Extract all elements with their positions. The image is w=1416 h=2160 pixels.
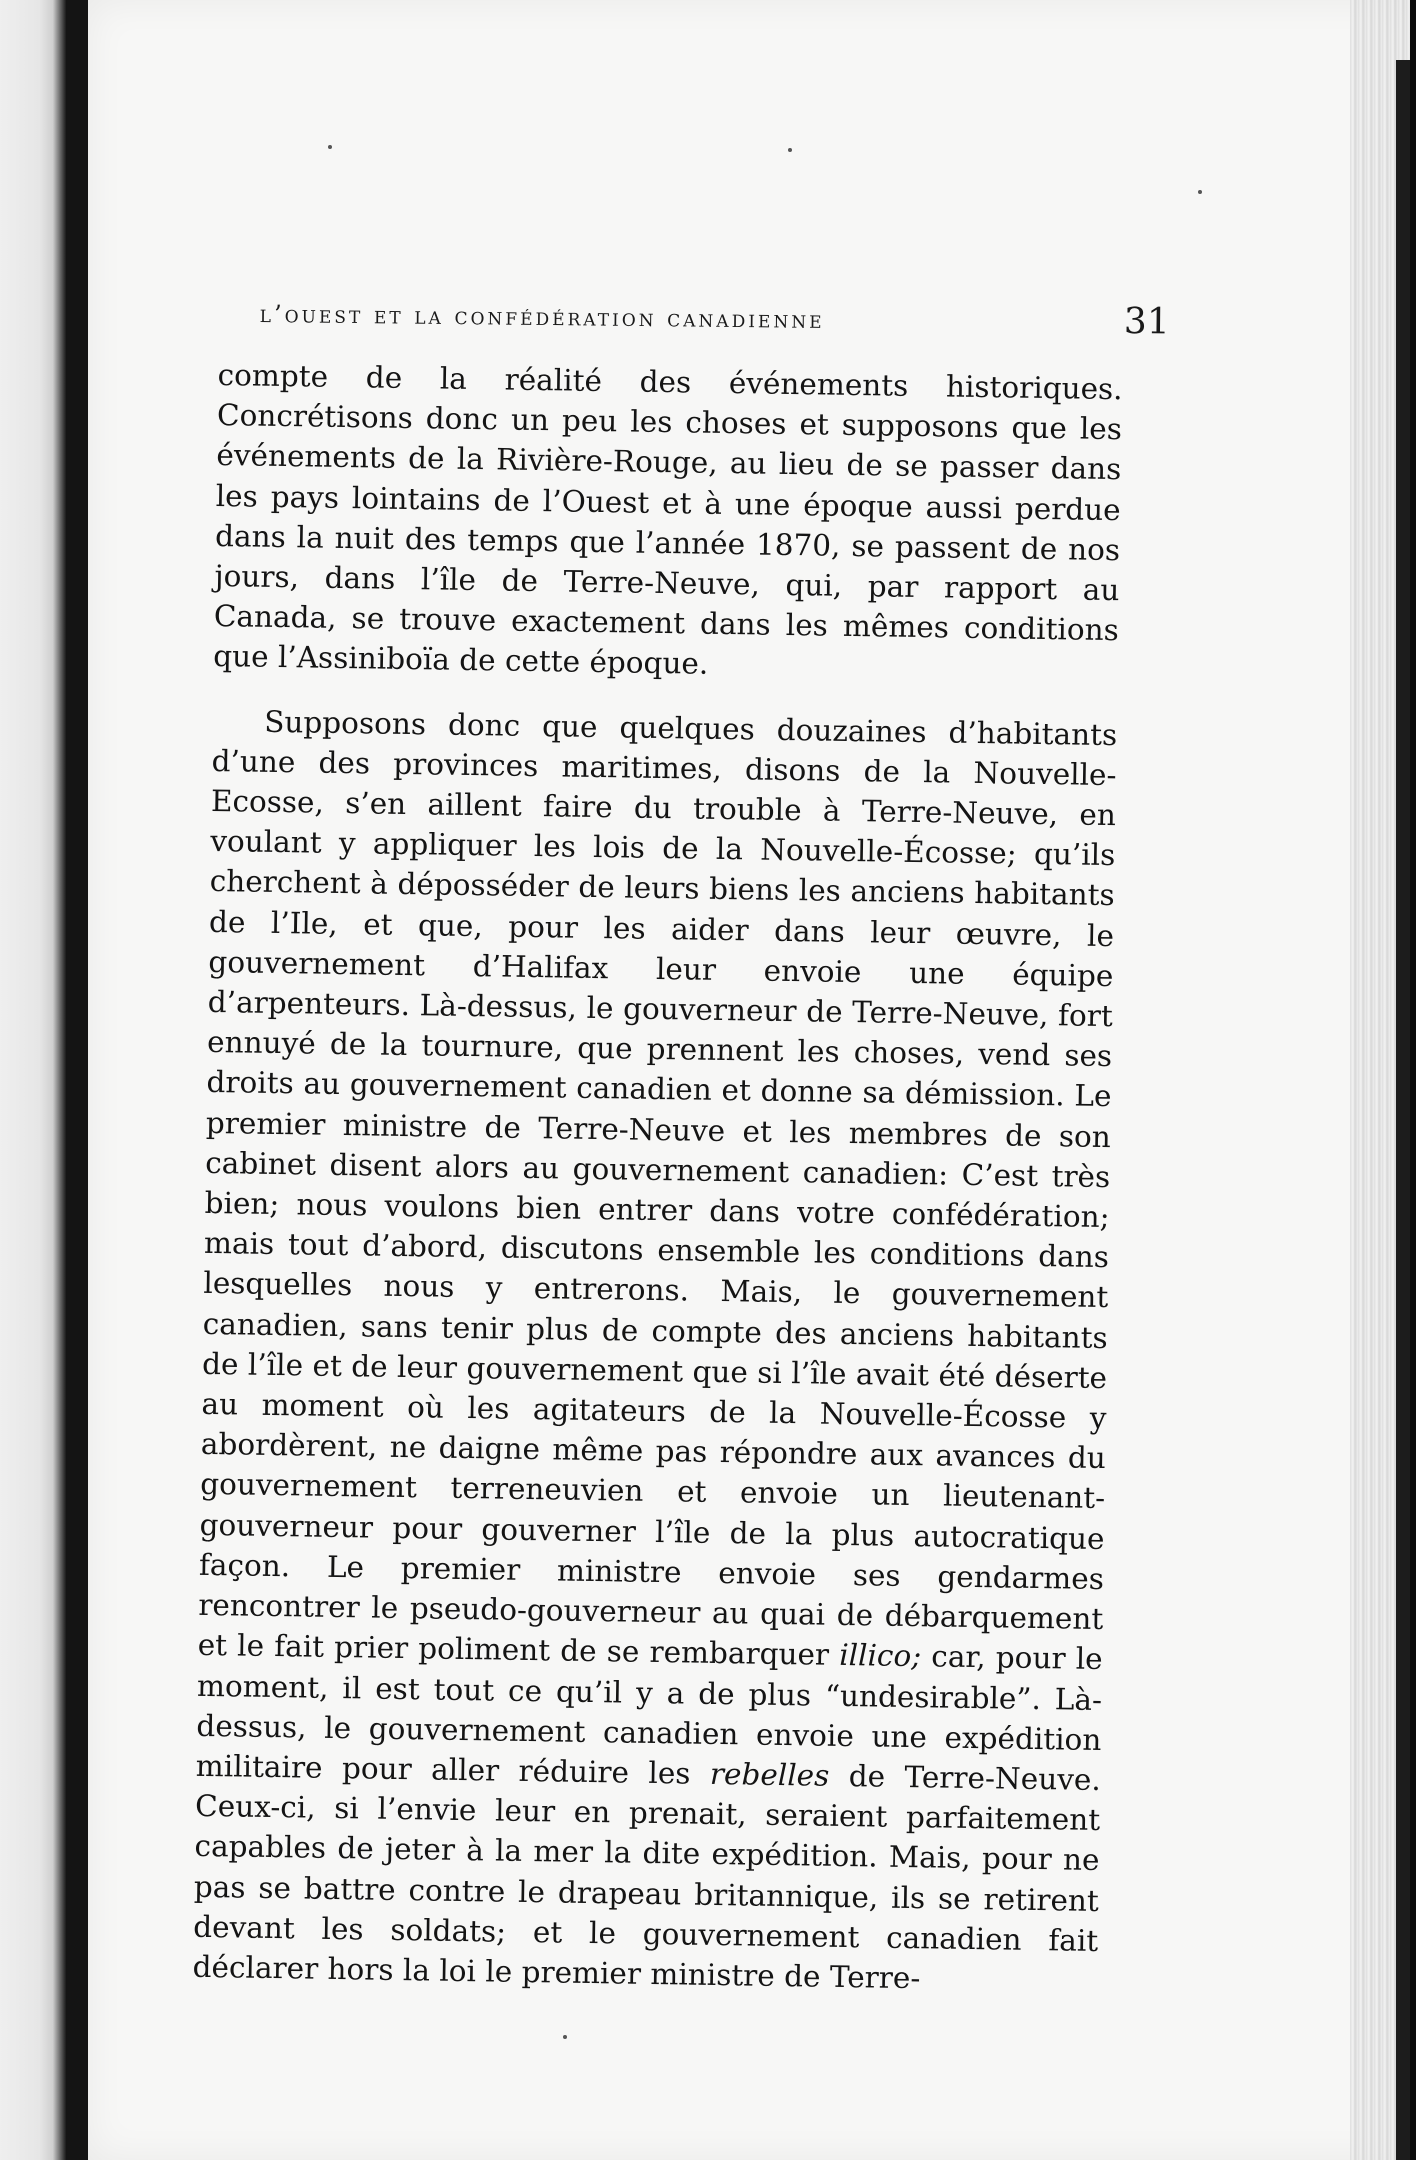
page-number: 31 [1123, 301, 1170, 343]
italic-term: rebelles [709, 1756, 830, 1793]
previous-page-edge [0, 0, 66, 2160]
italic-term: illico; [838, 1638, 922, 1674]
paragraph-text: car, pour le moment, il est tout ce qu’il y a de plus “undesirable”. Là-dessus, le gouvernement canadien envoie une expédition militaire pour aller réduire les [195, 1639, 1103, 1791]
running-head [259, 292, 1170, 362]
scan-speck [328, 145, 332, 149]
scan-speck [1198, 190, 1202, 194]
paragraph-text: de Terre-Neuve. Ceux-ci, si l’envie leur en prenait, seraient parfaitement capables de jeter à la mer la dite expédition. Mais, pour ne pas se battre contre le drapeau britannique, ils se retirent devant les soldats; et le gouvernement canadien fait déclarer hors la loi le premier ministre de Terre- [192, 1758, 1101, 1996]
running-head-title: l’ouest et la confédération canadienne [259, 299, 825, 334]
scan-speck [788, 148, 792, 152]
scan-speck [563, 2035, 567, 2039]
paragraph-text: Supposons donc que quelques douzaines d’habitants d’une des provinces maritimes, disons de la Nouvelle-Ecosse, s’en aillent faire du trouble à Terre-Neuve, en voulant y appliquer les lois de la Nouvelle-Écosse; qu’ils cherchent à déposséder de leurs biens les anciens habitants de l’Ile, et que, pour les aider dans leur œuvre, le gouvernement d’Halifax leur envoie une équipe d’arpenteurs. Là-dessus, le gouverneur de Terre-Neuve, fort ennuyé de la tournure, que prennent les choses, vend ses droits au gouvernement canadien et donne sa démission. Le premier ministre de Terre-Neuve et les membres de son cabinet disent alors au gouvernement canadien: C’est très bien; nous voulons bien entrer dans votre confédération; mais tout d’abord, discutons ensemble les conditions dans lesquelles nous y entrerons. Mais, le gouvernement canadien, sans tenir plus de compte des anciens habitants de l’île et de leur gouvernement que si l’île avait été déserte au moment où les agitateurs de la Nouvelle-Écosse y abordèrent, ne daigne même pas répondre aux avances du gouvernement terreneuvien et envoie un lieutenant-gouverneur pour gouverner l’île de la plus autocratique façon. Le premier ministre envoie ses gendarmes rencontrer le pseudo-gouverneur au quai de débarquement et le fait prier poliment de se rembarquer [197, 704, 1118, 1673]
book-gutter-shadow [66, 0, 88, 2160]
paragraph-continued: compte de la réalité des événements historiques. Concrétisons donc un peu les choses et supposons que les événements de la Rivière-Rouge, au lieu de se passer dans les pays lointains de l’Ouest et à une époque aussi perdue dans la nuit des temps que l’année 1870, se passent de nos jours, dans l’île de Terre-Neuve, qui, par rapport au Canada, se trouve exactement dans les mêmes conditions que l’Assiniboïa de cette époque. [212, 357, 1123, 682]
scan-border [1396, 60, 1410, 2160]
body-text [192, 355, 1123, 2001]
paragraph [192, 701, 1117, 2002]
